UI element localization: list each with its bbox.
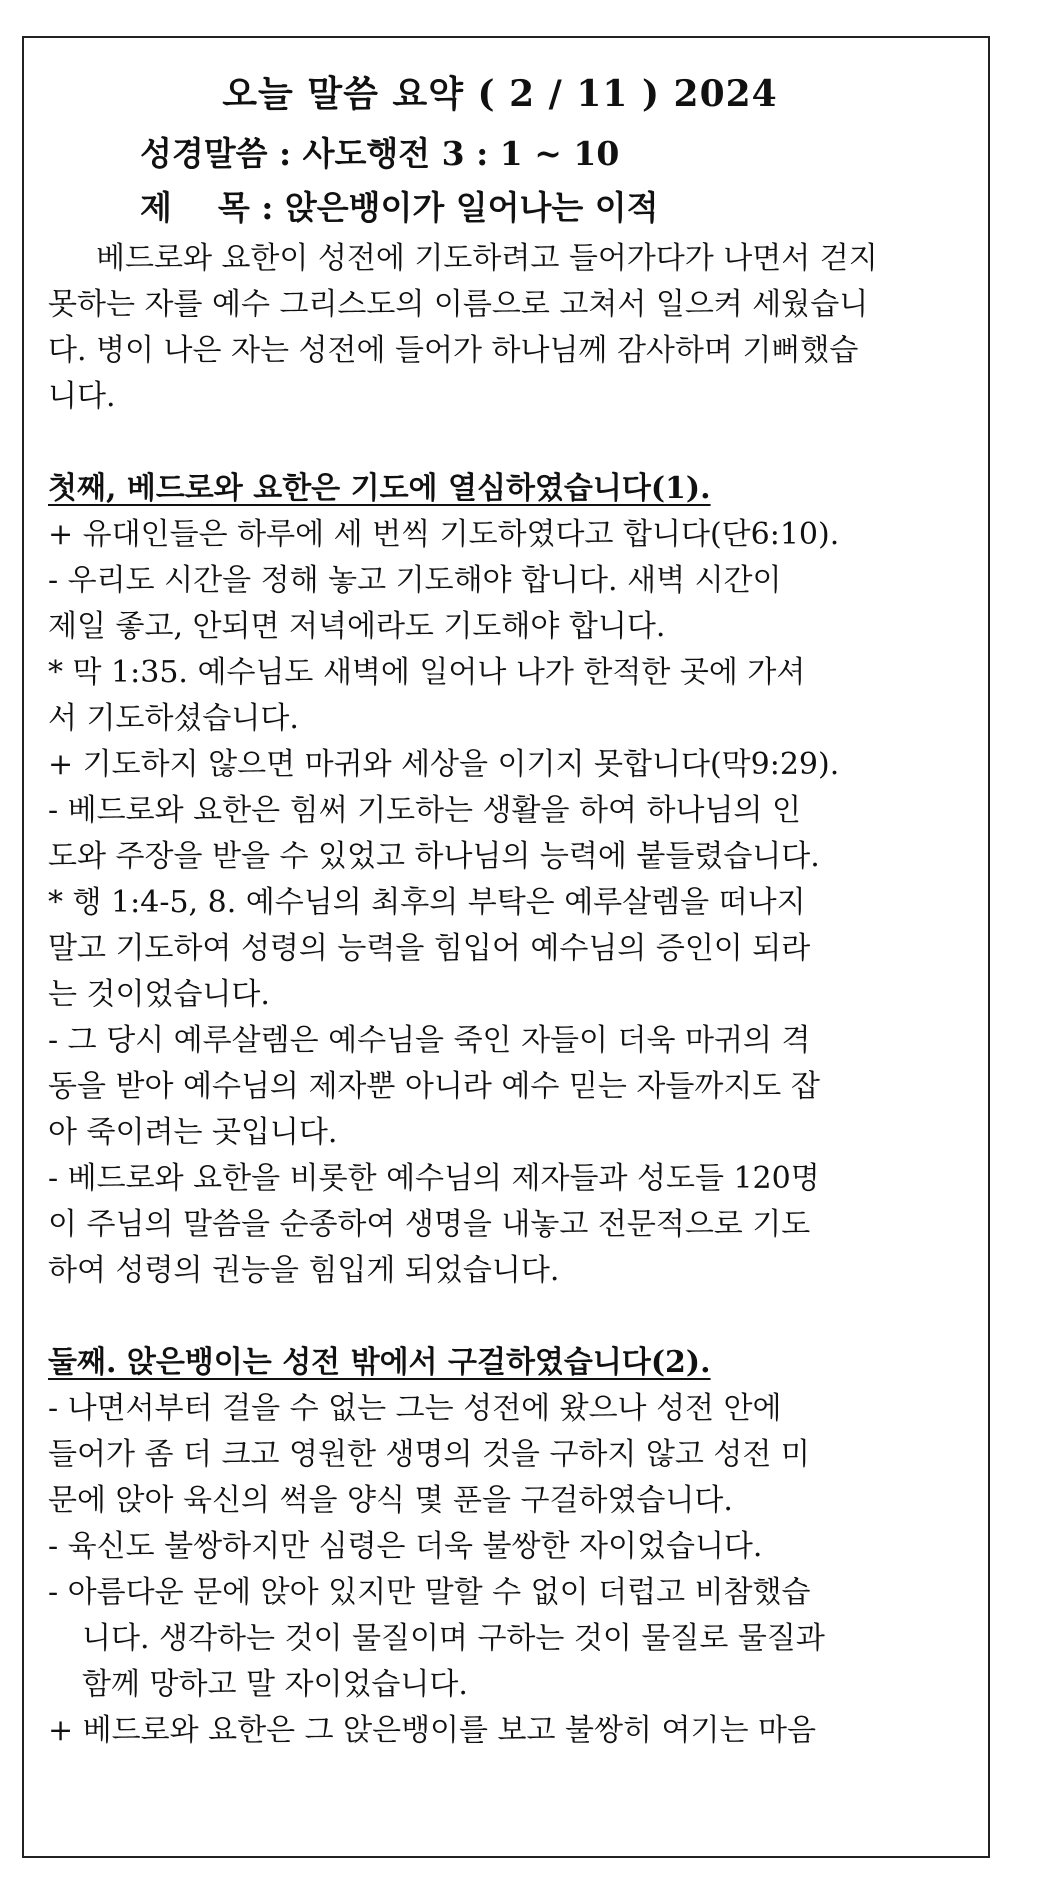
- section2-line: - 나면서부터 걸을 수 없는 그는 성전에 왔으나 성전 안에: [48, 1391, 782, 1426]
- sermon-subject: 제 목 : 앉은뱅이가 일어나는 이적: [140, 188, 659, 227]
- section1-line: 말고 기도하여 성령의 능력을 힘입어 예수님의 증인이 되라: [48, 931, 811, 966]
- section1-line: 하여 성령의 권능을 힘입게 되었습니다.: [48, 1253, 560, 1288]
- spacer: [48, 420, 980, 466]
- sermon-body: [48, 236, 980, 1754]
- section1-line: 도와 주장을 받을 수 있었고 하나님의 능력에 붙들렸습니다.: [48, 839, 820, 874]
- section2-line: - 아름다운 문에 앉아 있지만 말할 수 없이 더럽고 비참했습: [48, 1575, 811, 1610]
- intro-line: 못하는 자를 예수 그리스도의 이름으로 고쳐서 일으켜 세웠습니: [48, 287, 869, 322]
- section1-line: + 유대인들은 하루에 세 번씩 기도하였다고 합니다(단6:10).: [48, 517, 840, 552]
- intro-line: 베드로와 요한이 성전에 기도하려고 들어가다가 나면서 걷지: [96, 241, 878, 276]
- section-heading-2: 둘째. 앉은뱅이는 성전 밖에서 구걸하였습니다(2).: [48, 1345, 711, 1380]
- section2-line: 니다. 생각하는 것이 물질이며 구하는 것이 물질로 물질과: [82, 1621, 825, 1656]
- section1-line: - 베드로와 요한은 힘써 기도하는 생활을 하여 하나님의 인: [48, 793, 801, 828]
- section2-line: + 베드로와 요한은 그 앉은뱅이를 보고 불쌍히 여기는 마음: [48, 1713, 816, 1748]
- section1-line: - 우리도 시간을 정해 놓고 기도해야 합니다. 새벽 시간이: [48, 563, 782, 598]
- section2-line: - 육신도 불쌍하지만 심령은 더욱 불쌍한 자이었습니다.: [48, 1529, 763, 1564]
- section1-line: 동을 받아 예수님의 제자뿐 아니라 예수 믿는 자들까지도 잡: [48, 1069, 820, 1104]
- section1-line: 아 죽이려는 곳입니다.: [48, 1115, 338, 1150]
- section1-line: + 기도하지 않으면 마귀와 세상을 이기지 못합니다(막9:29).: [48, 747, 840, 782]
- intro-line: 니다.: [48, 379, 116, 414]
- section2-line: 함께 망하고 말 자이었습니다.: [82, 1667, 468, 1702]
- section1-line: 서 기도하셨습니다.: [48, 701, 299, 736]
- section1-line: 제일 좋고, 안되면 저녁에라도 기도해야 합니다.: [48, 609, 666, 644]
- section1-line: * 막 1:35. 예수님도 새벽에 일어나 나가 한적한 곳에 가셔: [48, 655, 806, 690]
- page-title: 오늘 말씀 요약 ( 2 / 11 ) 2024: [222, 73, 778, 115]
- section2-line: 들어가 좀 더 크고 영원한 생명의 것을 구하지 않고 성전 미: [48, 1437, 810, 1472]
- section1-line: - 그 당시 예루살렘은 예수님을 죽인 자들이 더욱 마귀의 격: [48, 1023, 811, 1058]
- section-heading-1: 첫째, 베드로와 요한은 기도에 열심하였습니다(1).: [48, 471, 711, 506]
- section2-line: 문에 앉아 육신의 썩을 양식 몇 푼을 구걸하였습니다.: [48, 1483, 733, 1518]
- spacer: [48, 1294, 980, 1340]
- scripture-reference: 성경말씀 : 사도행전 3 : 1 ~ 10: [140, 134, 620, 173]
- section1-line: * 행 1:4-5, 8. 예수님의 최후의 부탁은 예루살렘을 떠나지: [48, 885, 806, 920]
- section1-line: - 베드로와 요한을 비롯한 예수님의 제자들과 성도들 120명: [48, 1161, 820, 1196]
- intro-line: 다. 병이 나은 자는 성전에 들어가 하나님께 감사하며 기뻐했습: [48, 333, 859, 368]
- section1-line: 는 것이었습니다.: [48, 977, 270, 1012]
- section1-line: 이 주님의 말씀을 순종하여 생명을 내놓고 전문적으로 기도: [48, 1207, 811, 1242]
